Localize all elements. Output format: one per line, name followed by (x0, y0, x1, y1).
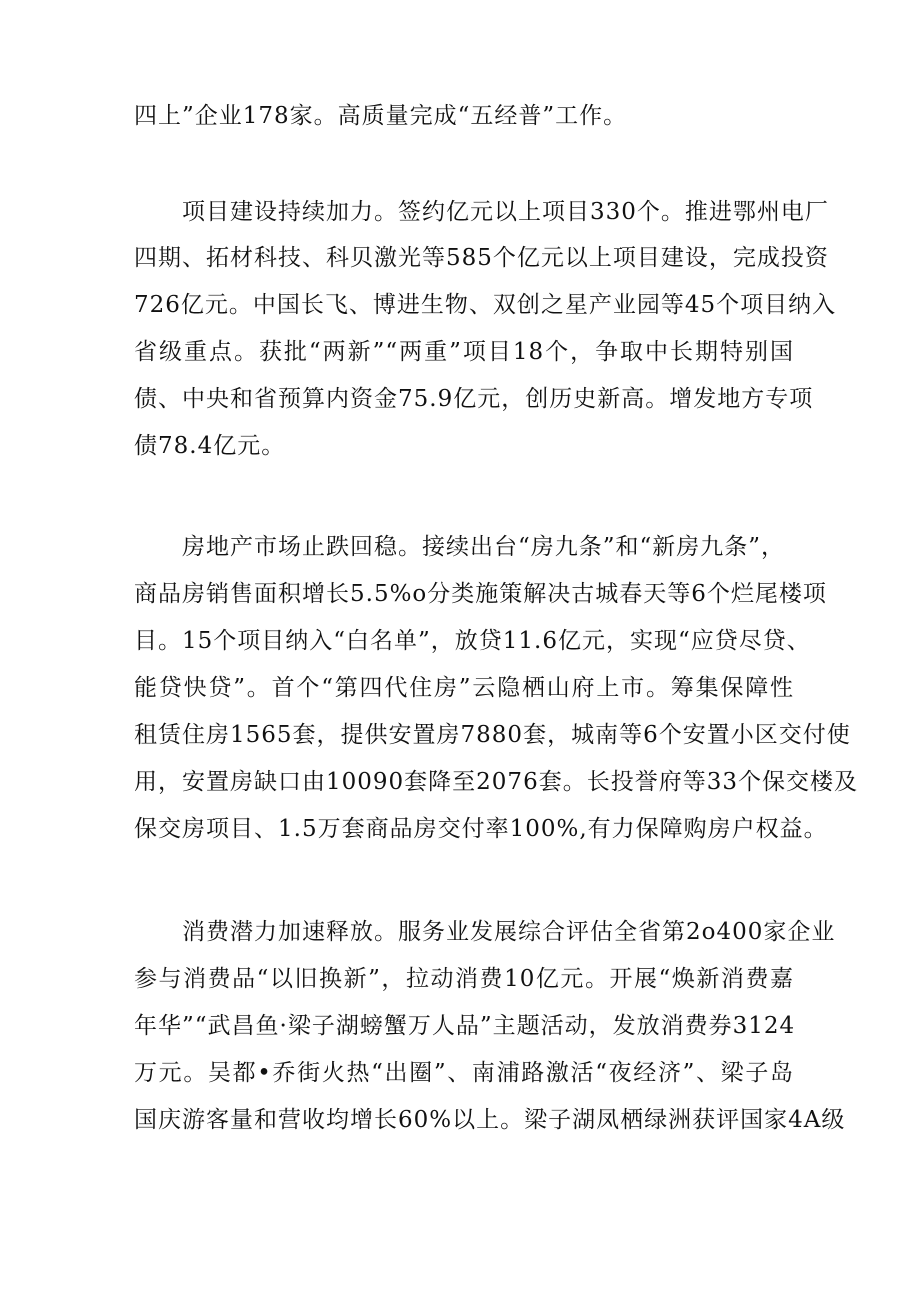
paragraph-line: 参与消费品“以旧换新”，拉动消费10亿元。开展“焕新消费嘉 (134, 966, 794, 992)
paragraph-line: 国庆游客量和营收均增长60%以上。梁子湖凤栖绿洲获评国家4A级 (134, 1107, 846, 1133)
paragraph-line: 债78.4亿元。 (134, 433, 286, 459)
paragraph-line: 四期、拓材科技、科贝激光等585个亿元以上项目建设，完成投资 (134, 245, 829, 271)
paragraph-line: 能贷快贷”。首个“第四代住房”云隐栖山府上市。筹集保障性 (134, 675, 794, 701)
paragraph-line: 四上”企业178家。高质量完成“五经普”工作。 (134, 103, 628, 129)
paragraph-line: 省级重点。获批“两新”“两重”项目18个，争取中长期特别国 (134, 339, 794, 365)
paragraph-line: 房地产市场止跌回稳。接续出台“房九条”和“新房九条”， (182, 534, 786, 560)
paragraph-line: 用，安置房缺口由10090套降至2076套。长投誉府等33个保交楼及 (134, 769, 858, 795)
paragraph-line: 年华”“武昌鱼·梁子湖螃蟹万人品”主题活动，发放消费券3124 (134, 1013, 796, 1039)
paragraph-line: 项目建设持续加力。签约亿元以上项目330个。推进鄂州电厂 (182, 199, 829, 225)
paragraph-line: 保交房项目、1.5万套商品房交付率100%,有力保障购房户权益。 (134, 816, 828, 842)
paragraph-line: 租赁住房1565套，提供安置房7880套，城南等6个安置小区交付使 (134, 722, 851, 748)
paragraph-line: 消费潜力加速释放。服务业发展综合评估全省第2o400家企业 (182, 919, 836, 945)
paragraph-line: 目。15个项目纳入“白名单”，放贷11.6亿元，实现“应贷尽贷、 (134, 628, 811, 654)
paragraph-line: 726亿元。中国长飞、博进生物、双创之星产业园等45个项目纳入 (134, 292, 837, 318)
paragraph-line: 商品房销售面积增长5.5%o分类施策解决古城春天等6个烂尾楼项 (134, 581, 827, 607)
paragraph-line: 万元。吴都•乔街火热“出圈”、南浦路激活“夜经济”、梁子岛 (134, 1060, 794, 1086)
paragraph-line: 债、中央和省预算内资金75.9亿元，创历史新高。增发地方专项 (134, 386, 814, 412)
